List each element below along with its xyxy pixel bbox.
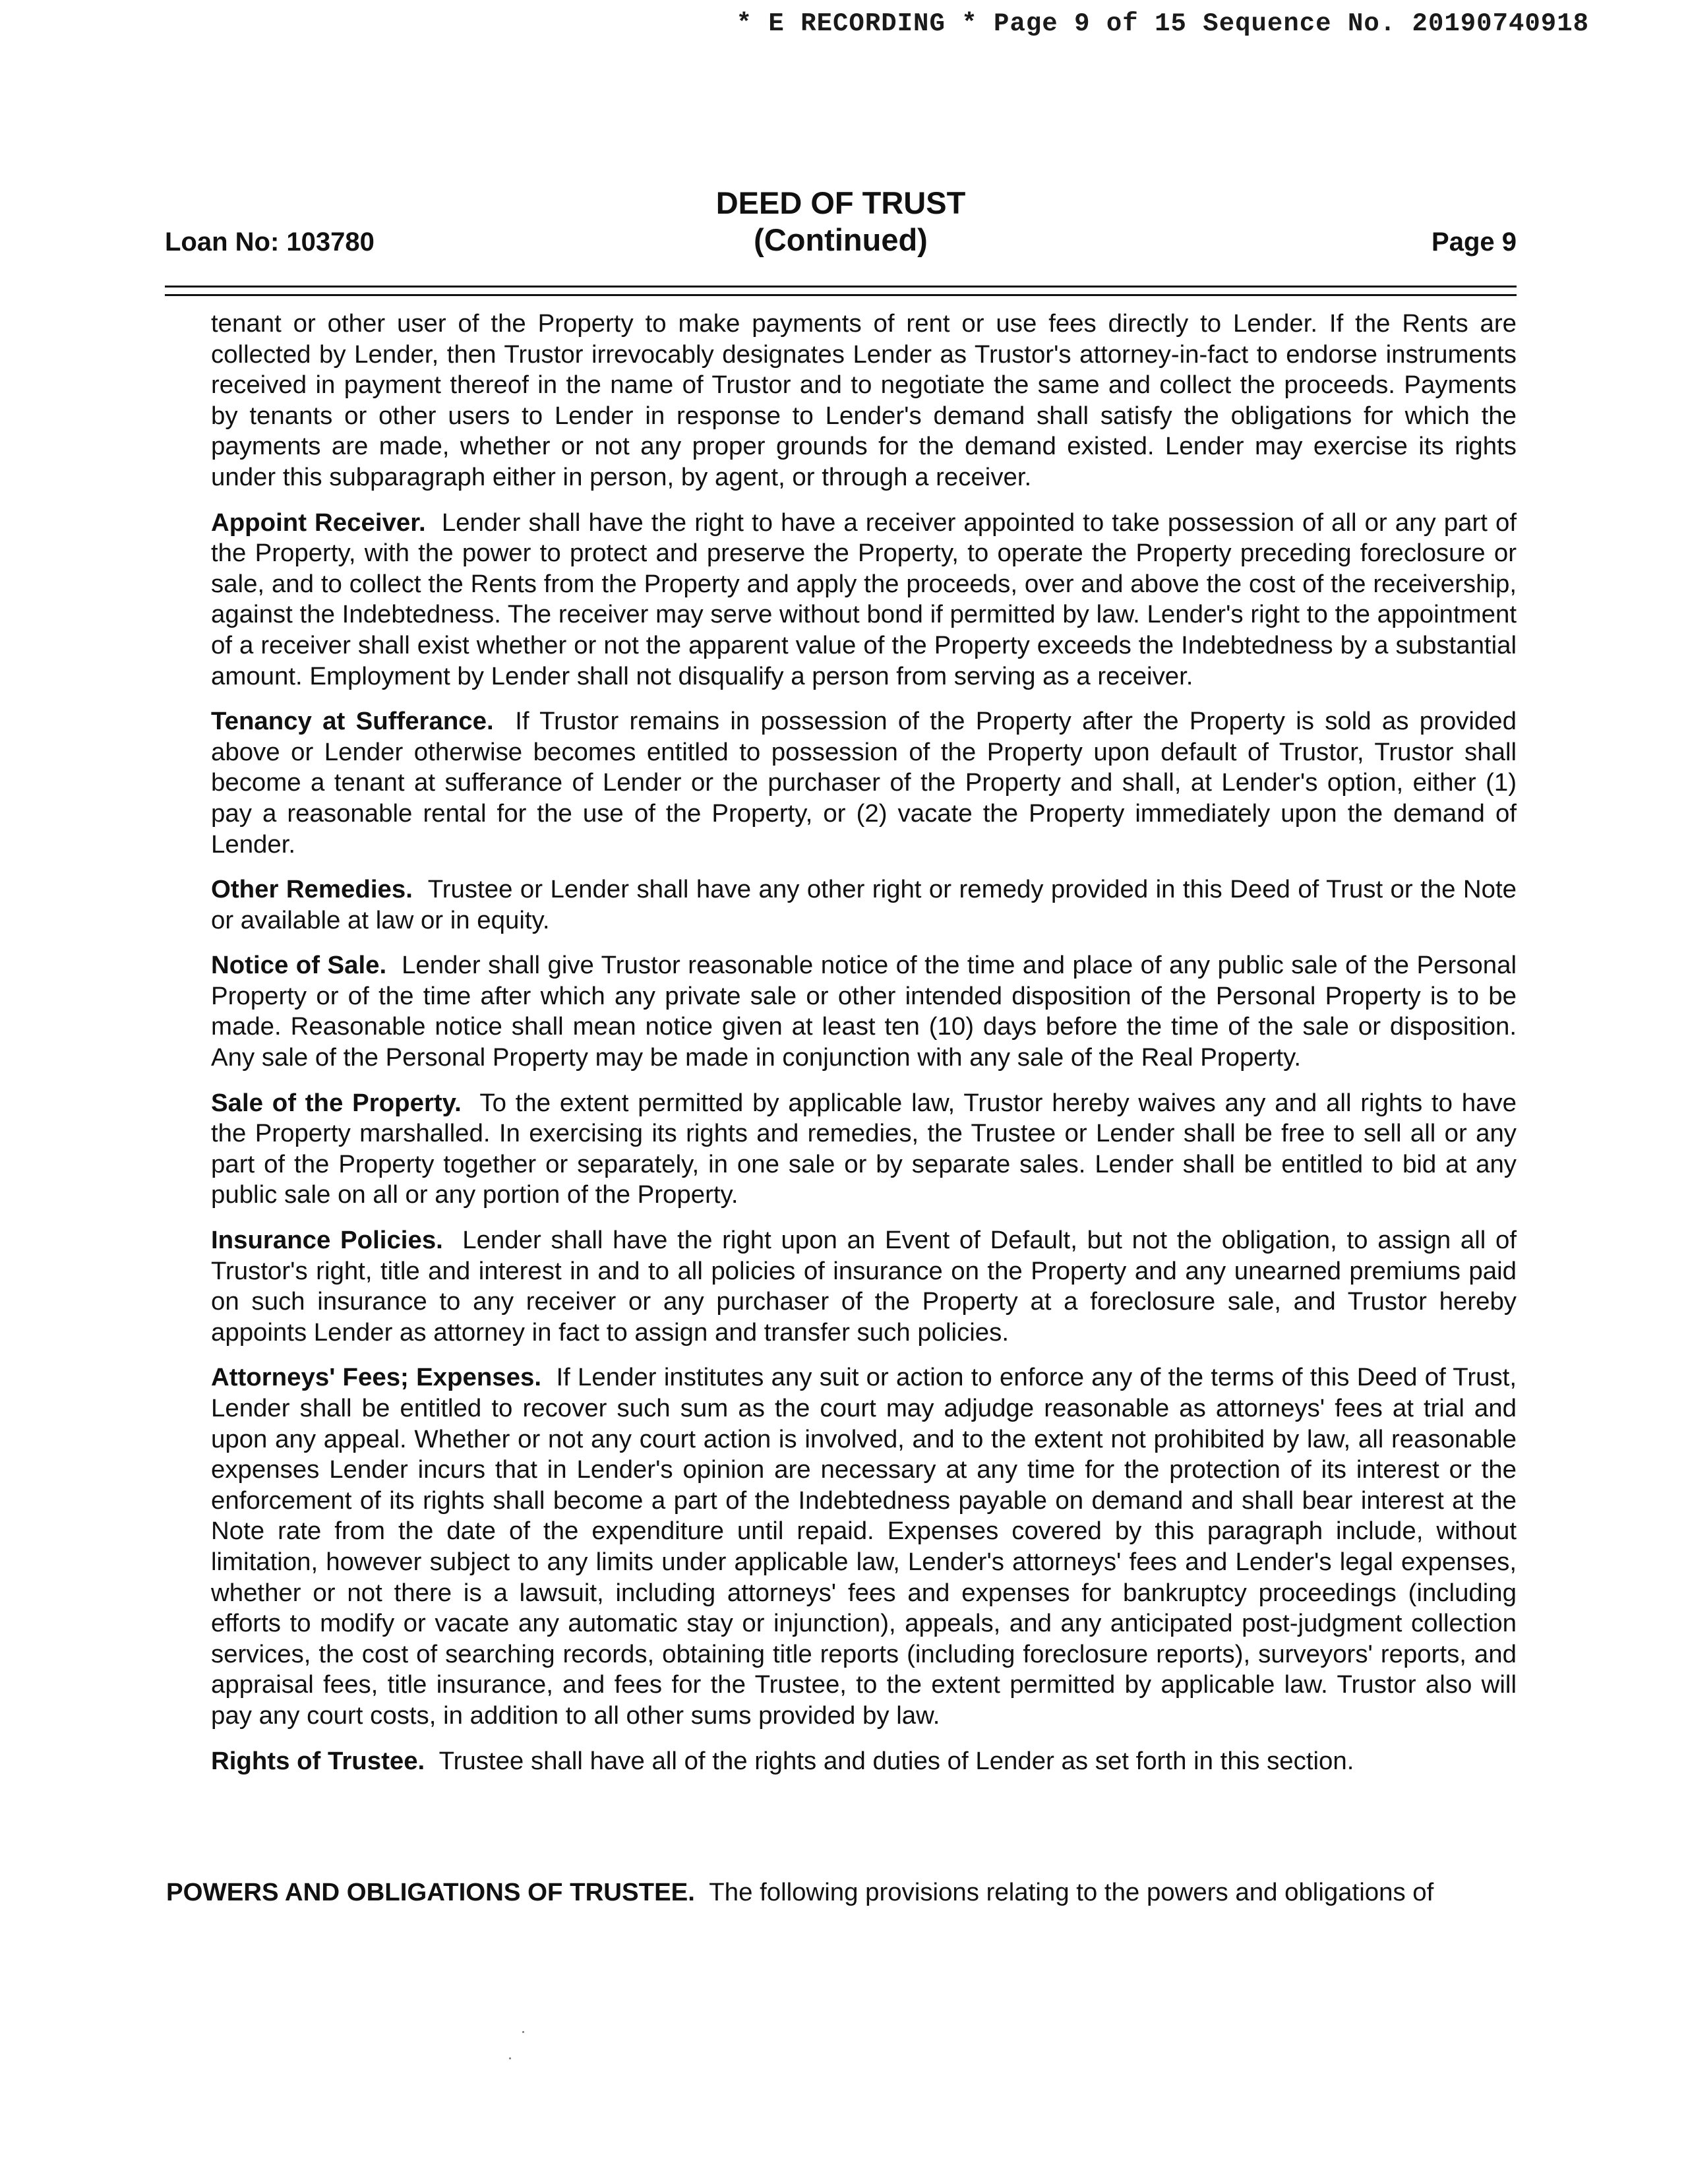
paragraph-text: If Trustor remains in possession of the Property after the Property is sold as provided above or Lender otherwise becomes entitled to possession of the Property upon default of Trustor, Trustor shall become a tenant at sufferance of Lender or the purchaser of the Property and shall, at Lender's option, either (1) pay a reasonable rental for the use of the Property, or (2) vacate the Property immediately upon the demand of Lender. [211, 707, 1517, 859]
paragraph-appoint-receiver [211, 508, 1517, 692]
paragraph-sale-of-property [211, 1088, 1517, 1211]
section-heading: POWERS AND OBLIGATIONS OF TRUSTEE. [166, 1878, 709, 1906]
paragraph-text: To the extent permitted by applicable law, Trustor hereby waives any and all rights to have the Property marshalled. In exercising its rights and remedies, the Trustee or Lender shall be free to sell all or any part of the Property together or separately, in one sale or by separate sales. Lender shall be entitled to bid at any public sale on all or any portion of the Property. [211, 1088, 1517, 1209]
header-rule-top [165, 286, 1517, 288]
paragraph-text: Trustee shall have all of the rights and duties of Lender as set forth in this section. [438, 1746, 1354, 1775]
paragraph-text: tenant or other user of the Property to make payments of rent or use fees directly to Lender. If the Rents are collected by Lender, then Trustor irrevocably designates Lender as Trustor's attorney-in-fact to endorse instruments received in payment thereof in the name of Trustor and to negotiate the same and collect the proceeds. Payments by tenants or other users to Lender in response to Lender's demand shall satisfy the obligations for which the payments are made, whether or not any proper grounds for the demand existed. Lender may exercise its rights under this subparagraph either in person, by agent, or through a receiver. [211, 309, 1517, 491]
loan-number: Loan No: 103780 [165, 228, 375, 257]
powers-and-obligations-section [166, 1877, 1524, 1908]
paragraph-text: If Lender institutes any suit or action to enforce any of the terms of this Deed of Trust, Lender shall be entitled to recover such sum as the court may adjudge reasonable as attorneys' fees at trial and upon any appeal. Whether or not any court action is involved, and to the extent not prohibited by law, all reasonable expenses Lender incurs that in Lender's opinion are necessary at any time for the protection of its interest or the enforcement of its rights shall become a part of the Indebtedness payable on demand and shall bear interest at the Note rate from the date of the expenditure until repaid. Expenses covered by this paragraph include, without limitation, however subject to any limits under applicable law, Lender's attorneys' fees and Lender's legal expenses, whether or not there is a lawsuit, including attorneys' fees and expenses for bankruptcy proceedings (including efforts to modify or vacate any automatic stay or injunction), appeals, and any anticipated post-judgment collection services, the cost of searching records, obtaining title reports (including foreclosure reports), surveyors' reports, and appraisal fees, title insurance, and fees for the Trustee, to the extent permitted by applicable law. Trustor also will pay any court costs, in addition to all other sums provided by law. [211, 1363, 1517, 1730]
scan-speck [522, 2031, 524, 2033]
title-line-1: DEED OF TRUST [715, 185, 966, 220]
paragraph-insurance-policies [211, 1225, 1517, 1348]
section-text: The following provisions relating to the powers and obligations of [709, 1878, 1434, 1906]
paragraph-other-remedies [211, 874, 1517, 936]
document-header [165, 185, 1517, 264]
paragraph-text: Lender shall have the right to have a receiver appointed to take possession of all or any part of the Property, with the power to protect and preserve the Property, to operate the Property preceding foreclosure or sale, and to collect the Rents from the Property and apply the proceeds, over and above the cost of the receivership, against the Indebtedness. The receiver may serve without bond if permitted by law. Lender's right to the appointment of a receiver shall exist whether or not the apparent value of the Property exceeds the Indebtedness by a substantial amount. Employment by Lender shall not disqualify a person from serving as a receiver. [211, 508, 1517, 690]
paragraph-heading: Sale of the Property. [211, 1088, 480, 1117]
paragraph-heading: Appoint Receiver. [211, 508, 442, 537]
paragraph-heading: Tenancy at Sufferance. [211, 707, 516, 736]
title-line-2: (Continued) [754, 222, 928, 257]
document-title [165, 185, 1517, 258]
paragraph-tenancy-at-sufferance [211, 706, 1517, 860]
paragraph-rents-continued [211, 309, 1517, 493]
paragraph-text: Lender shall have the right upon an Event of Default, but not the obligation, to assign all of Trustor's right, title and interest in and to all policies of insurance on the Property and any unearned premiums paid on such insurance to any receiver or any purchaser of the Property at a foreclosure sale, and Trustor hereby appoints Lender as attorney in fact to assign and transfer such policies. [211, 1226, 1517, 1347]
paragraph-heading: Notice of Sale. [211, 951, 402, 980]
paragraph-text: Lender shall give Trustor reasonable notice of the time and place of any public sale of the Personal Property or of the time after which any private sale or other intended disposition of the Personal Property is to be made. Reasonable notice shall mean notice given at least ten (10) days before the time of the sale or disposition. Any sale of the Personal Property may be made in conjunction with any sale of the Real Property. [211, 951, 1517, 1072]
header-rule-bottom [165, 294, 1517, 296]
document-body [211, 309, 1517, 1791]
paragraph-heading: Attorneys' Fees; Expenses. [211, 1363, 557, 1392]
paragraph-text: Trustee or Lender shall have any other right or remedy provided in this Deed of Trust or the Note or available at law or in equity. [211, 875, 1517, 934]
recording-stamp: * E RECORDING * Page 9 of 15 Sequence No. 20190740918 [736, 9, 1589, 38]
paragraph-heading: Insurance Policies. [211, 1226, 463, 1255]
page-number: Page 9 [1432, 228, 1517, 257]
paragraph-attorneys-fees [211, 1362, 1517, 1731]
paragraph-heading: Other Remedies. [211, 875, 428, 904]
scan-speck [509, 2057, 511, 2059]
paragraph-rights-of-trustee [211, 1746, 1517, 1777]
paragraph-notice-of-sale [211, 950, 1517, 1073]
paragraph-heading: Rights of Trustee. [211, 1746, 439, 1775]
